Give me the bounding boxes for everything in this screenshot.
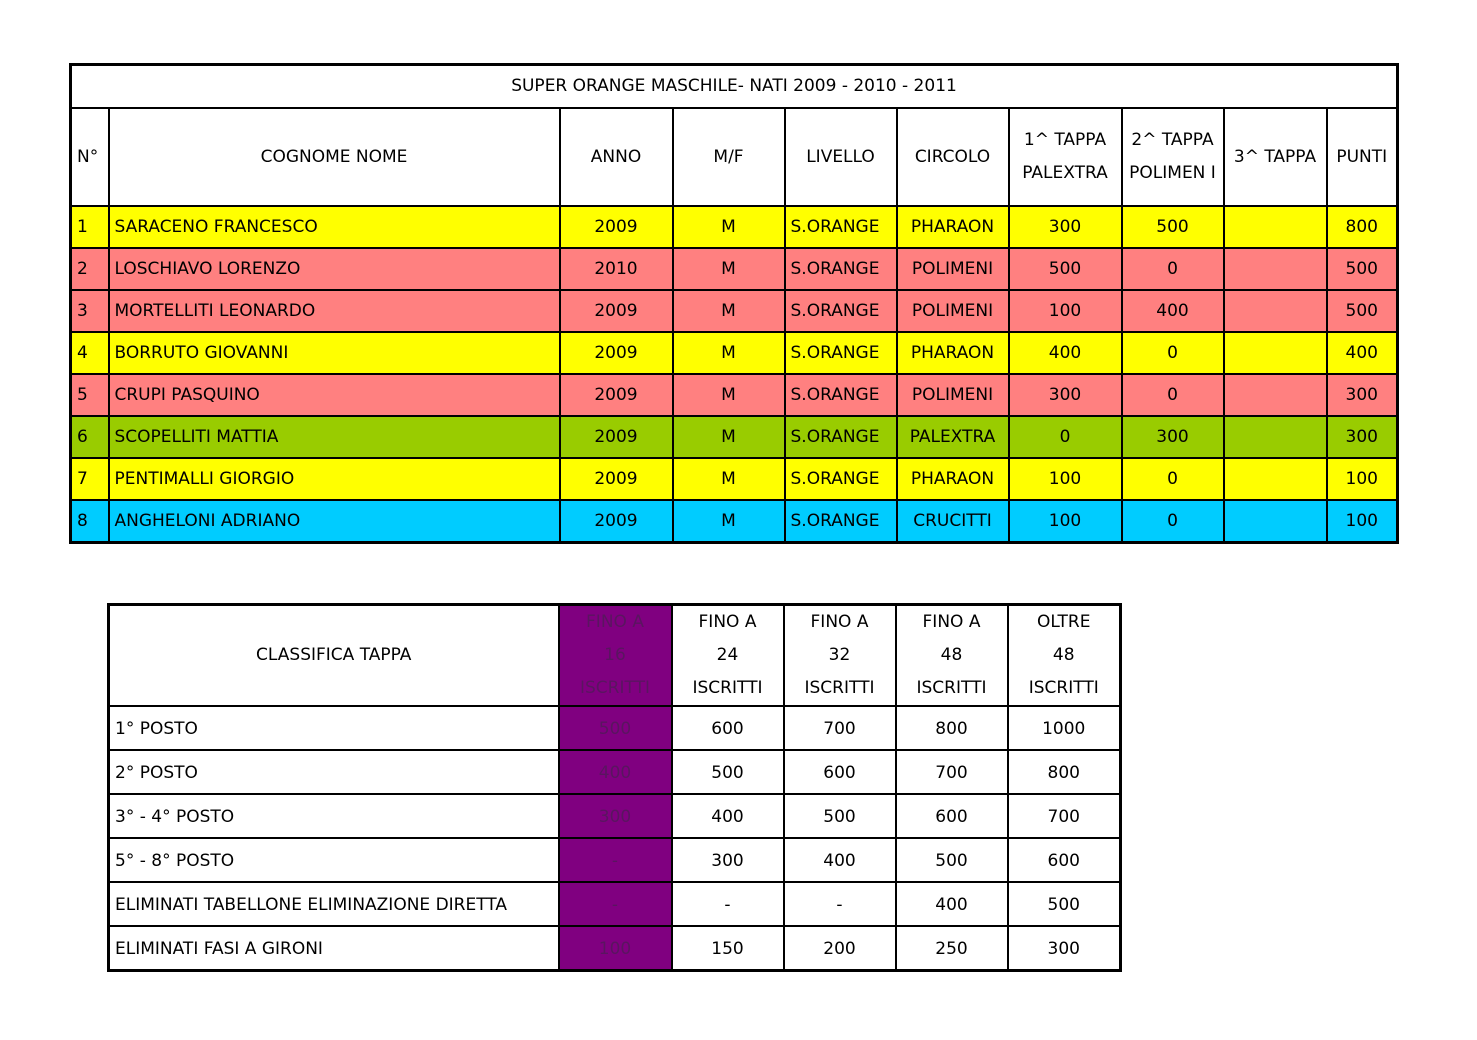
club: POLIMENI [897, 374, 1009, 416]
level: S.ORANGE [785, 416, 897, 458]
points-value: 400 [784, 838, 896, 882]
club: PHARAON [897, 458, 1009, 500]
scoring-column-header-line: 16 [604, 645, 626, 665]
scoring-column-header-line: ISCRITTI [916, 678, 987, 698]
points-value: 250 [896, 926, 1008, 971]
total-points: 100 [1327, 500, 1398, 543]
gender: M [673, 248, 785, 290]
birth-year: 2009 [560, 374, 673, 416]
points-value: 700 [1008, 794, 1121, 838]
points-value: 700 [784, 706, 896, 750]
stage-2-points: 300 [1122, 416, 1224, 458]
player-name: PENTIMALLI GIORGIO [109, 458, 560, 500]
scoring-column-header-line: FINO A [810, 612, 869, 632]
stage-3-points [1224, 458, 1327, 500]
club: PALEXTRA [897, 416, 1009, 458]
stage-2-points: 0 [1122, 374, 1224, 416]
club: POLIMENI [897, 248, 1009, 290]
stage-2-points: 0 [1122, 332, 1224, 374]
placement-label: 2° POSTO [109, 750, 559, 794]
scoring-column-header [1008, 605, 1121, 707]
player-name: CRUPI PASQUINO [109, 374, 560, 416]
stage-2-points: 0 [1122, 500, 1224, 543]
row-number: 7 [71, 458, 109, 500]
ranking-header-row [71, 108, 1398, 206]
placement-label: 1° POSTO [109, 706, 559, 750]
level: S.ORANGE [785, 500, 897, 543]
club: POLIMENI [897, 290, 1009, 332]
player-name: SARACENO FRANCESCO [109, 206, 560, 248]
stage-1-points: 500 [1009, 248, 1122, 290]
stage-1-points: 300 [1009, 206, 1122, 248]
player-name: SCOPELLITI MATTIA [109, 416, 560, 458]
stage-2-points: 0 [1122, 458, 1224, 500]
total-points: 500 [1327, 248, 1398, 290]
header-number: N° [71, 108, 109, 206]
points-value: 400 [896, 882, 1008, 926]
ranking-table [69, 63, 1399, 544]
points-value: 300 [1008, 926, 1121, 971]
gender: M [673, 206, 785, 248]
scoring-column-header-line: ISCRITTI [1028, 678, 1099, 698]
table-row [71, 332, 1398, 374]
scoring-column-header-line: OLTRE [1037, 612, 1091, 632]
points-value: 100 [559, 926, 672, 971]
player-name: LOSCHIAVO LORENZO [109, 248, 560, 290]
scoring-column-header [672, 605, 784, 707]
scoring-table [107, 603, 1122, 972]
placement-label: 3° - 4° POSTO [109, 794, 559, 838]
stage-1-points: 0 [1009, 416, 1122, 458]
stage-2-points: 500 [1122, 206, 1224, 248]
scoring-column-header-line: 32 [828, 645, 851, 665]
stage-3-points [1224, 206, 1327, 248]
scoring-column-header-line: FINO A [698, 612, 757, 632]
points-value: 300 [559, 794, 672, 838]
points-value: 150 [672, 926, 784, 971]
points-value: 200 [784, 926, 896, 971]
table-row [71, 500, 1398, 543]
birth-year: 2009 [560, 332, 673, 374]
points-value: 600 [784, 750, 896, 794]
total-points: 500 [1327, 290, 1398, 332]
scoring-column-header-line: FINO A [922, 612, 981, 632]
stage-3-points [1224, 500, 1327, 543]
scoring-column-header [559, 605, 672, 707]
club: PHARAON [897, 206, 1009, 248]
gender: M [673, 332, 785, 374]
player-name: ANGHELONI ADRIANO [109, 500, 560, 543]
row-number: 8 [71, 500, 109, 543]
points-value: 800 [1008, 750, 1121, 794]
gender: M [673, 416, 785, 458]
birth-year: 2009 [560, 416, 673, 458]
table-row [71, 290, 1398, 332]
table-row [109, 794, 1121, 838]
gender: M [673, 374, 785, 416]
table-row [71, 458, 1398, 500]
row-number: 6 [71, 416, 109, 458]
level: S.ORANGE [785, 458, 897, 500]
scoring-column-header [784, 605, 896, 707]
stage-1-points: 100 [1009, 500, 1122, 543]
table-row [109, 882, 1121, 926]
birth-year: 2009 [560, 458, 673, 500]
row-number: 4 [71, 332, 109, 374]
header-level: LIVELLO [785, 108, 897, 206]
scoring-column-header-line: 24 [716, 645, 739, 665]
gender: M [673, 458, 785, 500]
header-stage-3: 3^ TAPPA [1224, 108, 1327, 206]
birth-year: 2009 [560, 206, 673, 248]
points-value: 400 [672, 794, 784, 838]
stage-1-points: 400 [1009, 332, 1122, 374]
table-row [71, 374, 1398, 416]
table-row [109, 750, 1121, 794]
total-points: 300 [1327, 374, 1398, 416]
stage-1-points: 300 [1009, 374, 1122, 416]
points-value: 500 [559, 706, 672, 750]
player-name: BORRUTO GIOVANNI [109, 332, 560, 374]
scoring-header-label: CLASSIFICA TAPPA [109, 605, 559, 707]
club: PHARAON [897, 332, 1009, 374]
stage-3-points [1224, 290, 1327, 332]
total-points: 400 [1327, 332, 1398, 374]
header-club: CIRCOLO [897, 108, 1009, 206]
points-value: - [559, 882, 672, 926]
points-value: 500 [896, 838, 1008, 882]
row-number: 1 [71, 206, 109, 248]
total-points: 100 [1327, 458, 1398, 500]
birth-year: 2010 [560, 248, 673, 290]
scoring-column-header-line: ISCRITTI [804, 678, 875, 698]
gender: M [673, 290, 785, 332]
level: S.ORANGE [785, 374, 897, 416]
stage-2-points: 400 [1122, 290, 1224, 332]
stage-3-points [1224, 374, 1327, 416]
row-number: 2 [71, 248, 109, 290]
player-name: MORTELLITI LEONARDO [109, 290, 560, 332]
table-row [71, 416, 1398, 458]
level: S.ORANGE [785, 332, 897, 374]
placement-label: ELIMINATI TABELLONE ELIMINAZIONE DIRETTA [109, 882, 559, 926]
placement-label: 5° - 8° POSTO [109, 838, 559, 882]
points-value: - [784, 882, 896, 926]
points-value: 500 [672, 750, 784, 794]
header-gender: M/F [673, 108, 785, 206]
row-number: 5 [71, 374, 109, 416]
table-row [109, 926, 1121, 971]
header-name: COGNOME NOME [109, 108, 560, 206]
scoring-column-header [896, 605, 1008, 707]
table-row [71, 206, 1398, 248]
scoring-column-header-line: 48 [940, 645, 963, 665]
table-row [109, 706, 1121, 750]
header-stage-2: 2^ TAPPA POLIMEN I [1122, 108, 1224, 206]
birth-year: 2009 [560, 290, 673, 332]
points-value: 700 [896, 750, 1008, 794]
club: CRUCITTI [897, 500, 1009, 543]
stage-3-points [1224, 248, 1327, 290]
points-value: 600 [672, 706, 784, 750]
total-points: 800 [1327, 206, 1398, 248]
points-value: - [672, 882, 784, 926]
header-year: ANNO [560, 108, 673, 206]
level: S.ORANGE [785, 290, 897, 332]
points-value: 600 [1008, 838, 1121, 882]
scoring-column-header-line: 48 [1052, 645, 1075, 665]
points-value: 1000 [1008, 706, 1121, 750]
placement-label: ELIMINATI FASI A GIRONI [109, 926, 559, 971]
points-value: 800 [896, 706, 1008, 750]
stage-3-points [1224, 332, 1327, 374]
total-points: 300 [1327, 416, 1398, 458]
stage-3-points [1224, 416, 1327, 458]
stage-2-points: 0 [1122, 248, 1224, 290]
scoring-column-header-line: ISCRITTI [580, 678, 650, 698]
scoring-column-header-line: ISCRITTI [692, 678, 763, 698]
scoring-header-row [109, 605, 1121, 707]
level: S.ORANGE [785, 206, 897, 248]
points-value: - [559, 838, 672, 882]
row-number: 3 [71, 290, 109, 332]
points-value: 500 [1008, 882, 1121, 926]
ranking-title: SUPER ORANGE MASCHILE- NATI 2009 - 2010 - 2011 [71, 65, 1398, 109]
stage-1-points: 100 [1009, 458, 1122, 500]
points-value: 500 [784, 794, 896, 838]
table-row [109, 838, 1121, 882]
scoring-column-header-line: FINO A [586, 612, 644, 632]
points-value: 600 [896, 794, 1008, 838]
level: S.ORANGE [785, 248, 897, 290]
gender: M [673, 500, 785, 543]
points-value: 400 [559, 750, 672, 794]
points-value: 300 [672, 838, 784, 882]
table-row [71, 248, 1398, 290]
stage-1-points: 100 [1009, 290, 1122, 332]
header-points: PUNTI [1327, 108, 1398, 206]
header-stage-1: 1^ TAPPA PALEXTRA [1009, 108, 1122, 206]
birth-year: 2009 [560, 500, 673, 543]
